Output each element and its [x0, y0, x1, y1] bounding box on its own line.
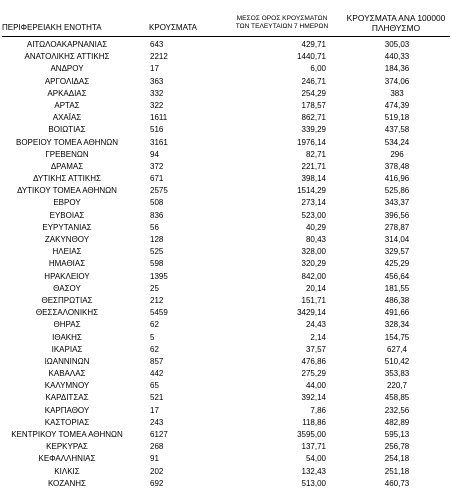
cell-region: ΘΗΡΑΣ [53, 320, 81, 330]
cell-weekly-average: 178,57 [301, 100, 326, 110]
cell-weekly-average: 328,00 [301, 247, 326, 257]
cell-region: ΗΜΑΘΙΑΣ [48, 259, 86, 269]
cell-region: ΙΚΑΡΙΑΣ [51, 344, 83, 354]
header-cases-per-100000-line2: ΠΛΗΘΥΣΜΟ [371, 23, 421, 33]
cell-weekly-average: 513,00 [301, 478, 326, 488]
table-body [0, 39, 452, 490]
cell-weekly-average: 137,71 [301, 442, 326, 452]
cell-cases-per-100000: 296 [390, 149, 404, 159]
cell-weekly-average: 132,43 [301, 466, 326, 476]
cell-region: ΙΩΑΝΝΙΝΩΝ [44, 356, 90, 366]
cell-cases: 243 [150, 417, 164, 427]
cell-region: ΒΟΡΕΙΟΥ ΤΟΜΕΑ ΑΘΗΝΩΝ [15, 137, 119, 147]
cell-cases-per-100000: 458,85 [384, 393, 410, 403]
cell-cases-per-100000: 314,04 [384, 235, 410, 244]
cell-cases-per-100000: 460,73 [384, 478, 410, 488]
cell-region: ΑΡΚΑΔΙΑΣ [47, 88, 87, 98]
table-row [0, 246, 452, 258]
cell-cases: 62 [150, 344, 159, 354]
cell-weekly-average: 44,00 [305, 381, 326, 391]
cell-cases: 671 [150, 174, 164, 184]
cell-cases-per-100000: 353,83 [384, 369, 410, 379]
table-row [0, 332, 452, 344]
cell-cases: 836 [150, 210, 164, 220]
cell-cases: 508 [150, 198, 164, 208]
header-weekly-average-line1: ΜΕΣΟΣ ΟΡΟΣ ΚΡΟΥΣΜΑΤΩΝ [236, 15, 328, 22]
cell-cases-per-100000: 278,87 [384, 222, 410, 232]
table-row [0, 441, 452, 453]
cell-weekly-average: 6,00 [310, 64, 326, 74]
table-row [0, 124, 452, 136]
cell-weekly-average: 20,14 [305, 283, 326, 293]
cell-cases: 17 [150, 64, 159, 74]
cell-cases: 521 [150, 393, 164, 403]
cell-cases: 2212 [150, 52, 168, 62]
cell-weekly-average: 246,71 [301, 76, 326, 86]
cell-cases: 212 [150, 295, 164, 305]
cell-region: ΕΥΡΥΤΑΝΙΑΣ [42, 222, 92, 232]
header-cases [138, 23, 208, 33]
table-row [0, 466, 452, 478]
cell-weekly-average: 320,29 [301, 259, 326, 269]
cell-cases-per-100000: 184,36 [384, 64, 410, 74]
cell-cases: 268 [150, 442, 164, 452]
cell-cases: 2575 [150, 186, 168, 196]
cell-weekly-average: 429,71 [301, 40, 326, 49]
cell-weekly-average: 1976,14 [297, 137, 326, 147]
table-row [0, 222, 452, 234]
header-region-label: ΠΕΡΙΦΕΡΕΙΑΚΗ ΕΝΟΤΗΤΑ [2, 23, 102, 32]
cell-cases-per-100000: 181,55 [384, 283, 410, 293]
header-divider [2, 36, 450, 37]
cell-cases-per-100000: 456,64 [384, 271, 410, 281]
cell-cases-per-100000: 220,7 [386, 381, 408, 391]
cell-region: ΚΟΖΑΝΗΣ [47, 478, 87, 488]
table-row [0, 137, 452, 149]
cell-cases: 692 [150, 478, 164, 488]
table-row [0, 392, 452, 404]
cell-cases-per-100000: 437,58 [384, 125, 410, 135]
cell-cases: 56 [150, 222, 159, 232]
table-row [0, 453, 452, 465]
cell-region: ΚΑΒΑΛΑΣ [48, 369, 86, 379]
cell-region: ΚΑΛΥΜΝΟΥ [44, 381, 90, 391]
cell-cases: 6127 [150, 430, 168, 439]
header-region [2, 23, 132, 33]
cell-weekly-average: 82,71 [305, 149, 326, 159]
cell-weekly-average: 221,71 [301, 161, 326, 171]
cell-weekly-average: 3429,14 [297, 308, 326, 318]
cell-weekly-average: 24,43 [305, 320, 326, 330]
cell-cases-per-100000: 440,33 [384, 52, 410, 62]
cell-region: ΓΡΕΒΕΝΩΝ [45, 149, 89, 159]
cell-region: ΑΡΤΑΣ [54, 100, 80, 110]
header-cases-label: ΚΡΟΥΣΜΑΤΑ [149, 23, 197, 32]
cell-weekly-average: 862,71 [301, 113, 326, 123]
header-weekly-average-line2: ΤΩΝ ΤΕΛΕΥΤΑΙΩΝ 7 ΗΜΕΡΩΝ [235, 23, 329, 30]
cell-region: ΑΝΔΡΟΥ [50, 64, 84, 74]
cell-cases: 322 [150, 100, 164, 110]
table-row [0, 283, 452, 295]
cell-weekly-average: 118,86 [302, 417, 326, 427]
cell-region: ΕΥΒΟΙΑΣ [49, 210, 85, 220]
cell-cases: 17 [150, 405, 159, 415]
cell-cases: 5 [150, 332, 155, 342]
table-row [0, 88, 452, 100]
cell-cases: 525 [150, 247, 164, 257]
cell-cases: 91 [150, 454, 159, 464]
cell-cases: 643 [150, 40, 164, 49]
cell-weekly-average: 476,86 [301, 356, 326, 366]
cell-region: ΚΕΦΑΛΛΗΝΙΑΣ [38, 454, 96, 464]
cell-cases-per-100000: 595,13 [384, 430, 410, 439]
cell-cases-per-100000: 305,03 [384, 40, 410, 49]
cell-cases: 65 [150, 381, 159, 391]
table-row [0, 295, 452, 307]
table-row [0, 39, 452, 51]
cell-cases: 598 [150, 259, 164, 269]
table-row [0, 234, 452, 246]
table-row [0, 380, 452, 392]
cell-cases-per-100000: 329,57 [384, 247, 410, 257]
cell-cases: 94 [150, 149, 159, 159]
table-row [0, 112, 452, 124]
cell-cases-per-100000: 254,18 [384, 454, 410, 464]
cell-region: ΘΑΣΟΥ [53, 283, 81, 293]
cell-cases: 516 [150, 125, 164, 135]
cell-weekly-average: 40,29 [305, 222, 326, 232]
table-row [0, 429, 452, 441]
table-row [0, 356, 452, 368]
cell-cases: 128 [150, 235, 164, 244]
cell-weekly-average: 273,14 [301, 198, 326, 208]
cell-cases: 332 [150, 88, 164, 98]
cell-cases-per-100000: 396,56 [384, 210, 410, 220]
cell-weekly-average: 7,86 [310, 405, 326, 415]
table-row [0, 368, 452, 380]
cell-region: ΑΧΑΪΑΣ [52, 113, 82, 123]
cell-weekly-average: 275,29 [301, 369, 326, 379]
cell-weekly-average: 398,14 [301, 174, 326, 184]
cell-region: ΚΕΡΚΥΡΑΣ [46, 442, 88, 452]
table-row [0, 319, 452, 331]
cell-weekly-average: 37,57 [305, 344, 326, 354]
cell-cases: 3161 [150, 137, 168, 147]
table-row [0, 161, 452, 173]
cell-cases-per-100000: 328,34 [384, 320, 410, 330]
cell-weekly-average: 523,00 [301, 210, 326, 220]
table-row [0, 258, 452, 270]
cell-weekly-average: 3595,00 [297, 430, 326, 439]
cell-region: ΚΑΡΔΙΤΣΑΣ [45, 393, 89, 403]
cell-cases-per-100000: 232,56 [384, 405, 410, 415]
cell-cases: 442 [150, 369, 164, 379]
cell-cases-per-100000: 519,18 [384, 113, 410, 123]
table-row [0, 478, 452, 490]
cell-weekly-average: 842,00 [301, 271, 326, 281]
cell-weekly-average: 339,29 [301, 125, 326, 135]
cell-weekly-average: 2,14 [310, 332, 326, 342]
table-row [0, 185, 452, 197]
cell-cases-per-100000: 627,4 [386, 344, 408, 354]
cell-cases: 363 [150, 76, 164, 86]
table-row [0, 197, 452, 209]
cell-cases: 1611 [150, 113, 168, 123]
cell-region: ΑΝΑΤΟΛΙΚΗΣ ΑΤΤΙΚΗΣ [24, 52, 110, 62]
cell-region: ΔΡΑΜΑΣ [50, 161, 84, 171]
cell-weekly-average: 80,43 [305, 235, 326, 244]
cell-region: ΔΥΤΙΚΗΣ ΑΤΤΙΚΗΣ [33, 174, 101, 184]
cell-cases: 62 [150, 320, 159, 330]
cell-region: ΗΡΑΚΛΕΙΟΥ [44, 271, 90, 281]
table-row [0, 173, 452, 185]
table-row [0, 210, 452, 222]
table-row [0, 51, 452, 63]
cell-cases-per-100000: 383 [390, 88, 404, 98]
table-row [0, 344, 452, 356]
cell-cases-per-100000: 343,37 [384, 198, 410, 208]
cell-region: ΑΡΓΟΛΙΔΑΣ [44, 76, 90, 86]
cell-region: ΙΘΑΚΗΣ [52, 332, 82, 342]
cell-cases: 372 [150, 161, 164, 171]
cell-region: ΒΟΙΩΤΙΑΣ [48, 125, 86, 135]
cell-region: ΑΙΤΩΛΟΑΚΑΡΝΑΝΙΑΣ [26, 40, 108, 49]
table-row [0, 63, 452, 75]
table-row [0, 76, 452, 88]
table-row [0, 149, 452, 161]
table-row [0, 405, 452, 417]
cell-region: ΚΙΛΚΙΣ [54, 466, 80, 476]
table-row [0, 417, 452, 429]
cell-cases-per-100000: 251,18 [384, 466, 410, 476]
cell-cases-per-100000: 378,48 [384, 161, 410, 171]
cell-cases-per-100000: 486,38 [384, 295, 410, 305]
cell-weekly-average: 392,14 [301, 393, 326, 403]
cell-cases-per-100000: 525,86 [384, 186, 410, 196]
cell-weekly-average: 54,00 [305, 454, 326, 464]
cell-weekly-average: 1440,71 [297, 52, 326, 62]
table-row [0, 100, 452, 112]
cell-region: ΕΒΡΟΥ [53, 198, 81, 208]
cell-cases-per-100000: 510,42 [384, 356, 410, 366]
cell-region: ΘΕΣΣΑΛΟΝΙΚΗΣ [35, 308, 99, 318]
cell-region: ΘΕΣΠΡΩΤΙΑΣ [41, 295, 93, 305]
cell-weekly-average: 151,71 [301, 295, 326, 305]
cell-region: ΔΥΤΙΚΟΥ ΤΟΜΕΑ ΑΘΗΝΩΝ [17, 186, 117, 196]
cell-cases-per-100000: 491,66 [384, 308, 410, 318]
cell-region: ΚΑΣΤΟΡΙΑΣ [44, 417, 90, 427]
cell-cases-per-100000: 154,75 [384, 332, 410, 342]
table-row [0, 307, 452, 319]
cell-cases-per-100000: 425,29 [384, 259, 410, 269]
cell-cases: 857 [150, 356, 164, 366]
cell-cases-per-100000: 256,78 [384, 442, 410, 452]
cell-cases-per-100000: 374,06 [384, 76, 410, 86]
cell-region: ΚΕΝΤΡΙΚΟΥ ΤΟΜΕΑ ΑΘΗΝΩΝ [11, 430, 123, 439]
cell-region: ΖΑΚΥΝΘΟΥ [44, 235, 90, 244]
header-cases-per-100000-line1: ΚΡΟΥΣΜΑΤΑ ΑΝΑ 100000 [346, 13, 446, 23]
cell-cases: 5459 [150, 308, 168, 318]
cell-cases-per-100000: 416,96 [384, 174, 410, 184]
cell-cases-per-100000: 534,24 [384, 137, 410, 147]
cell-weekly-average: 1514,29 [297, 186, 326, 196]
cell-cases: 202 [150, 466, 164, 476]
table-row [0, 271, 452, 283]
cell-region: ΗΛΕΙΑΣ [52, 247, 82, 257]
cell-region: ΚΑΡΠΑΘΟΥ [44, 405, 90, 415]
cell-weekly-average: 254,29 [301, 88, 326, 98]
cell-cases: 25 [150, 283, 159, 293]
cell-cases: 1395 [150, 271, 168, 281]
cell-cases-per-100000: 474,39 [384, 100, 410, 110]
cell-cases-per-100000: 482,89 [384, 417, 410, 427]
